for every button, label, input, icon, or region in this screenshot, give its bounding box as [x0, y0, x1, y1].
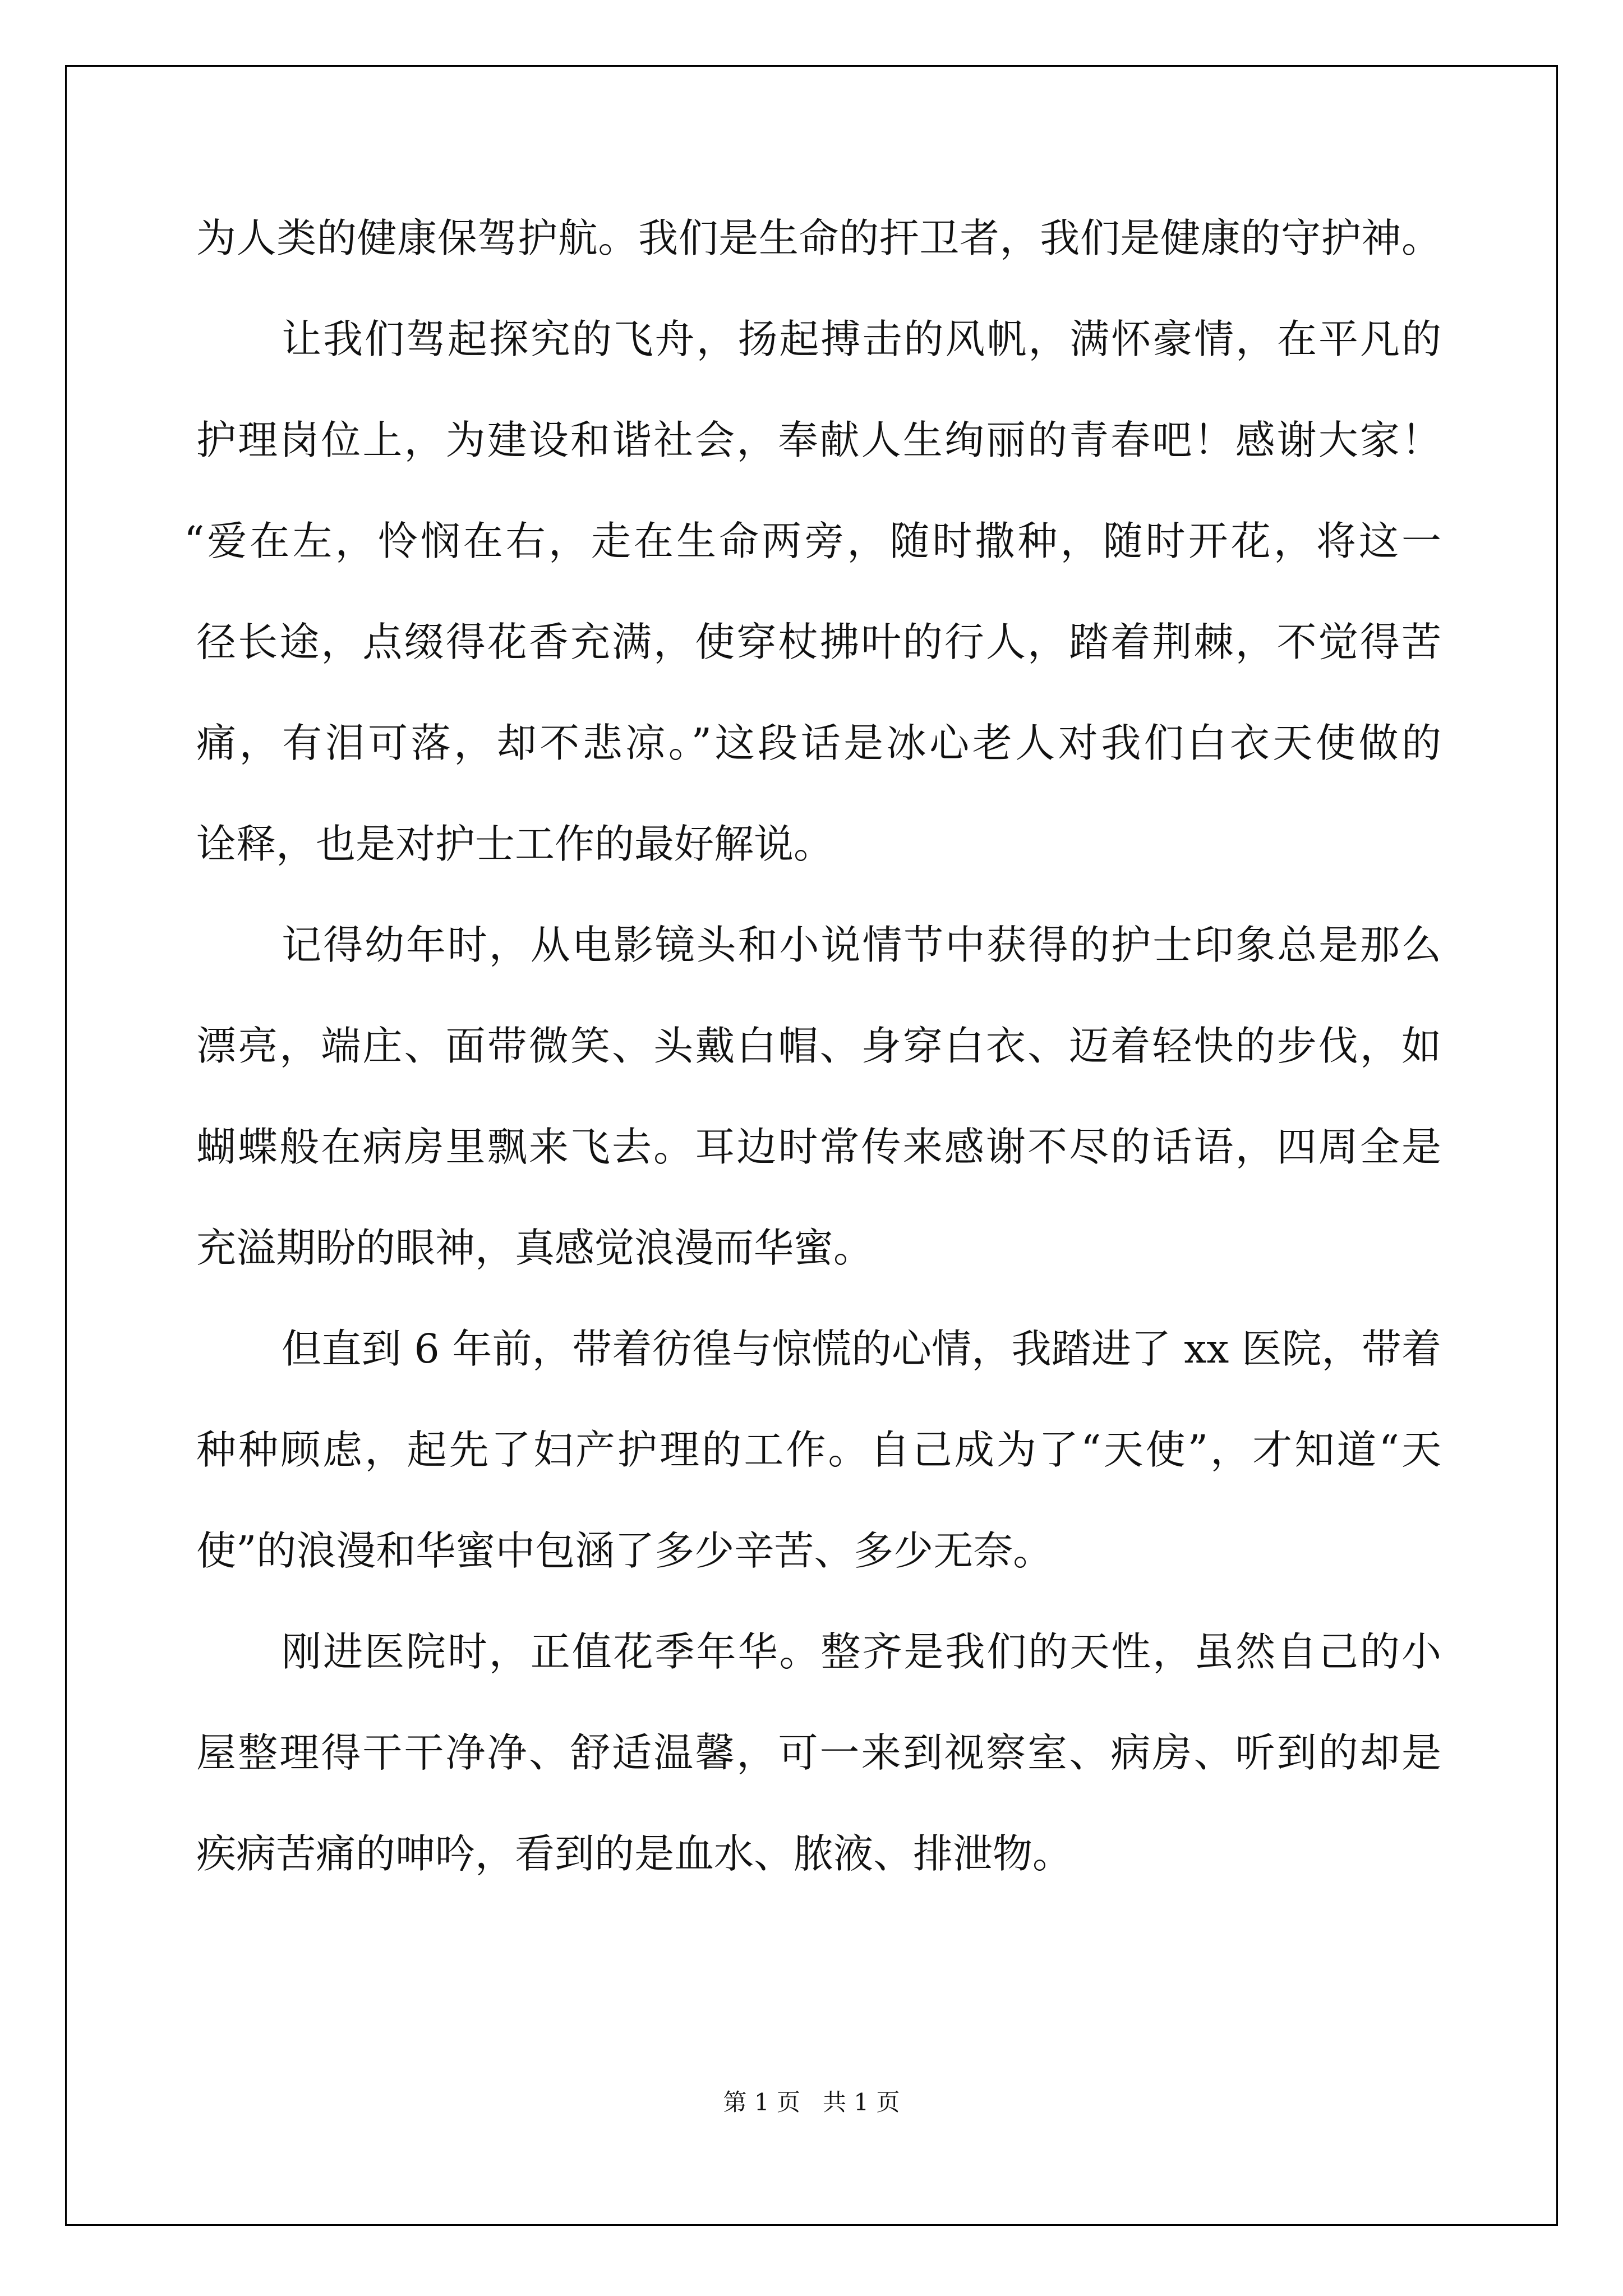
text-line: “爱在左，怜悯在右，走在生命两旁，随时撒种，随时开花，将这一 — [184, 518, 1441, 564]
text-line: 漂亮，端庄、面带微笑、头戴白帽、身穿白衣、迈着轻快的步伐，如 — [196, 1023, 1441, 1069]
text-line: 疾病苦痛的呻吟，看到的是血水、脓液、排泄物。 — [196, 1830, 1073, 1877]
text-line: 蝴蝶般在病房里飘来飞去。耳边时常传来感谢不尽的话语，四周全是 — [196, 1124, 1441, 1170]
text-line: 痛，有泪可落，却不悲凉。”这段话是冰心老人对我们白衣天使做的 — [196, 720, 1441, 766]
text-line: 使”的浪漫和华蜜中包涵了多少辛苦、多少无奈。 — [196, 1527, 1053, 1574]
text-line: 记得幼年时，从电影镜头和小说情节中获得的护士印象总是那么 — [282, 922, 1441, 968]
text-line: 充溢期盼的眼神，真感觉浪漫而华蜜。 — [196, 1225, 874, 1271]
text-line: 诠释，也是对护士工作的最好解说。 — [196, 821, 834, 867]
text-line: 为人类的健康保驾护航。我们是生命的扞卫者，我们是健康的守护神。 — [196, 215, 1441, 261]
text-line: 但直到 6 年前，带着彷徨与惊慌的心情，我踏进了 xx 医院，带着 — [282, 1326, 1441, 1372]
text-line: 护理岗位上，为建设和谐社会，奉献人生绚丽的青春吧！感谢大家！ — [196, 417, 1441, 463]
text-line: 让我们驾起探究的飞舟，扬起搏击的风帆，满怀豪情，在平凡的 — [282, 316, 1441, 362]
text-line: 径长途，点缀得花香充满，使穿杖拂叶的行人，踏着荆棘，不觉得苦 — [196, 619, 1441, 665]
text-line: 刚进医院时，正值花季年华。整齐是我们的天性，虽然自己的小 — [282, 1628, 1441, 1675]
text-line: 屋整理得干干净净、舒适温馨，可一来到视察室、病房、听到的却是 — [196, 1729, 1441, 1776]
page-footer: 第 1 页 共 1 页 — [723, 2088, 900, 2116]
text-line: 种种顾虑，起先了妇产护理的工作。自己成为了“天使”，才知道“天 — [196, 1427, 1441, 1473]
